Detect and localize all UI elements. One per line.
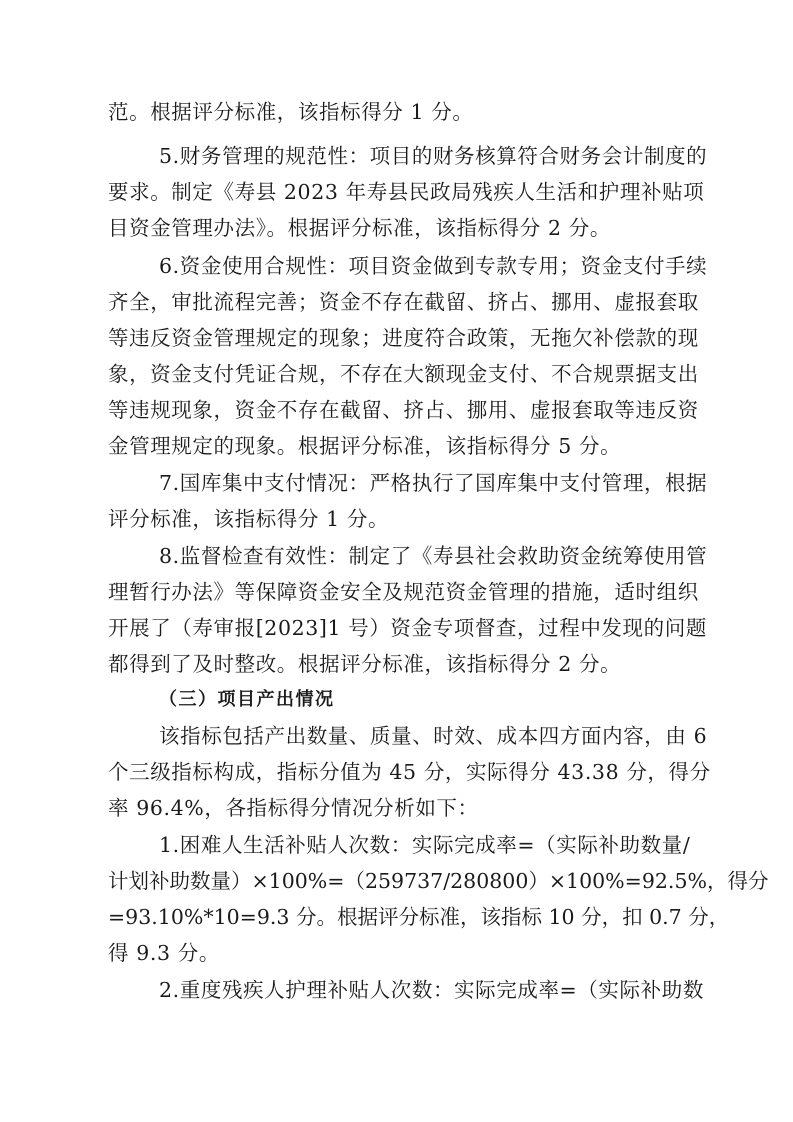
paragraph-item-1-line: 1.困难人生活补贴人次数：实际完成率=（实际补助数量/ [159, 833, 691, 857]
body-line: =93.10%*10=9.3 分。根据评分标准，该指标 10 分，扣 0.7 分， [108, 905, 730, 929]
body-line: 范。根据评分标准，该指标得分 1 分。 [108, 100, 474, 124]
body-line: 得 9.3 分。 [108, 941, 220, 965]
body-line: 率 96.4%，各指标得分情况分析如下： [108, 796, 479, 820]
paragraph-item-8-line: 8.监督检查有效性：制定了《寿县社会救助资金统筹使用管 [159, 544, 708, 568]
section-heading: （三）项目产出情况 [159, 689, 335, 710]
body-line: 理暂行办法》等保障资金安全及规范资金管理的措施，适时组织 [108, 580, 699, 604]
body-line: 齐全，审批流程完善；资金不存在截留、挤占、挪用、虚报套取 [108, 290, 699, 314]
body-line: 开展了（寿审报[2023]1 号）资金专项督查，过程中发现的问题 [108, 616, 707, 640]
paragraph-output-line: 该指标包括产出数量、质量、时效、成本四方面内容，由 6 [159, 724, 708, 748]
body-line: 个三级指标构成，指标分值为 45 分，实际得分 43.38 分，得分 [108, 760, 711, 784]
body-line: 要求。制定《寿县 2023 年寿县民政局残疾人生活和护理补贴项 [108, 180, 705, 204]
body-line: 目资金管理办法》。根据评分标准，该指标得分 2 分。 [108, 216, 611, 240]
body-line: 都得到了及时整改。根据评分标准，该指标得分 2 分。 [108, 652, 622, 676]
body-line: 等违反资金管理规定的现象；进度符合政策，无拖欠补偿款的现 [108, 326, 699, 350]
body-line: 评分标准，该指标得分 1 分。 [108, 507, 390, 531]
body-line: 金管理规定的现象。根据评分标准，该指标得分 5 分。 [108, 434, 622, 458]
body-line: 等违规现象，资金不存在截留、挤占、挪用、虚报套取等违反资 [108, 398, 699, 422]
paragraph-item-6-line: 6.资金使用合规性：项目资金做到专款专用；资金支付手续 [159, 254, 708, 278]
body-line: 计划补助数量）×100%=（259737/280800）×100%=92.5%，得分 [108, 869, 769, 893]
body-line: 象，资金支付凭证合规，不存在大额现金支付、不合规票据支出 [108, 362, 699, 386]
paragraph-item-7-line: 7.国库集中支付情况：严格执行了国库集中支付管理，根据 [159, 471, 708, 495]
paragraph-item-5-line: 5.财务管理的规范性：项目的财务核算符合财务会计制度的 [159, 144, 708, 168]
paragraph-item-2-line: 2.重度残疾人护理补贴人次数：实际完成率=（实际补助数 [159, 978, 704, 1002]
